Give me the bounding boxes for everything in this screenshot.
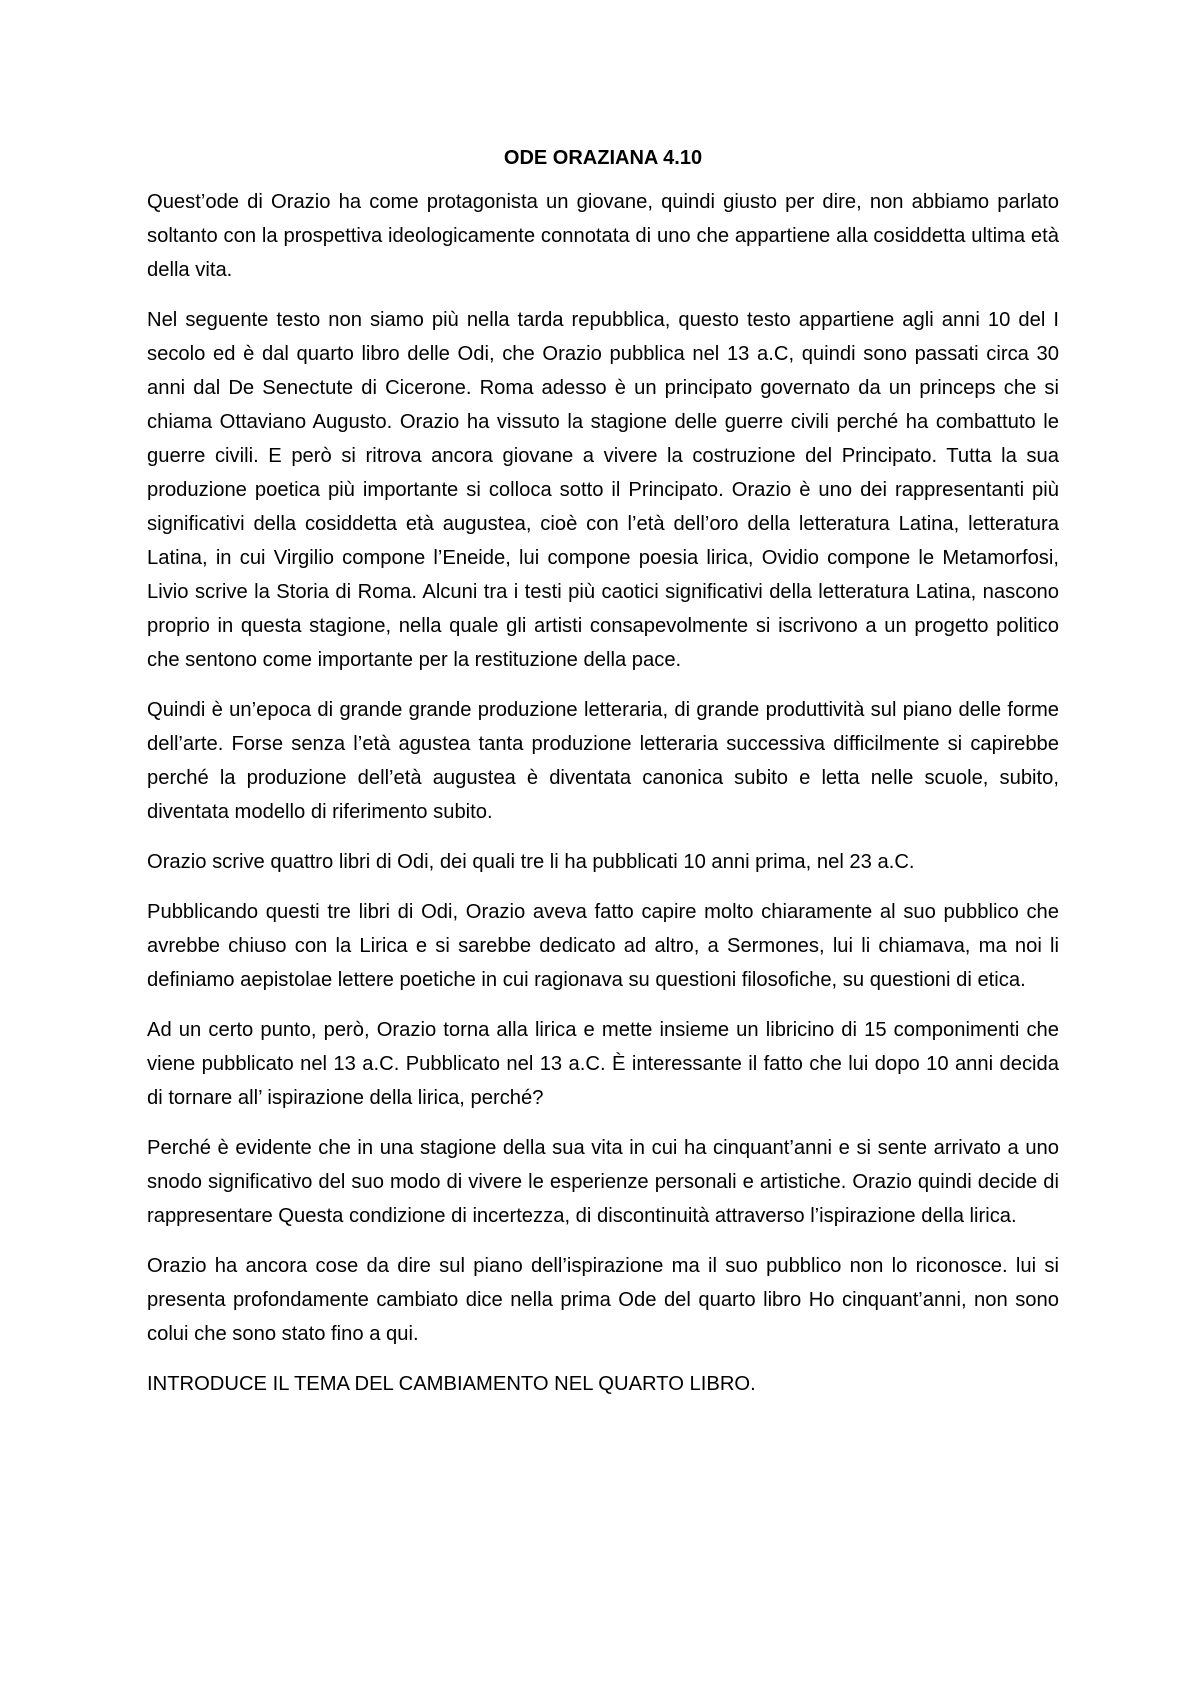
paragraph-8: Orazio ha ancora cose da dire sul piano dell’ispirazione ma il suo pubblico non lo riconosce. lui si presenta profondamente cambiato dice nella prima Ode del quarto libro Ho cinquant’anni, non sono colui che sono stato fino a qui. [147,1255,1059,1345]
paragraph-1: Quest’ode di Orazio ha come protagonista un giovane, quindi giusto per dire, non abbiamo parlato soltanto con la prospettiva ideologicamente connotata di uno che appartiene alla cosiddetta ultima età della vita. [147,191,1059,281]
document-title: ODE ORAZIANA 4.10 [503,147,703,169]
paragraph-4: Orazio scrive quattro libri di Odi, dei quali tre li ha pubblicati 10 anni prima, nel 23 a.C. [147,851,915,873]
paragraph-3: Quindi è un’epoca di grande grande produzione letteraria, di grande produttività sul piano delle forme dell’arte. Forse senza l’età agustea tanta produzione letteraria successiva difficilmente si capirebbe perché la produzione dell’età augustea è diventata canonica subito e letta nelle scuole, subito, diventata modello di riferimento subito. [147,699,1059,823]
document-page [147,145,1059,1417]
paragraph-2: Nel seguente testo non siamo più nella tarda repubblica, questo testo appartiene agli anni 10 del I secolo ed è dal quarto libro delle Odi, che Orazio pubblica nel 13 a.C, quindi sono passati circa 30 anni dal De Senectute di Cicerone. Roma adesso è un principato governato da un princeps che si chiama Ottaviano Augusto. Orazio ha vissuto la stagione delle guerre civili perché ha combattuto le guerre civili. E però si ritrova ancora giovane a vivere la costruzione del Principato. Tutta la sua produzione poetica più importante si colloca sotto il Principato. Orazio è uno dei rappresentanti più significativi della cosiddetta età augustea, cioè con l’età dell’oro della letteratura Latina, letteratura Latina, in cui Virgilio compone l’Eneide, lui compone poesia lirica, Ovidio compone le Metamorfosi, Livio scrive la Storia di Roma. Alcuni tra i testi più caotici significativi della letteratura Latina, nascono proprio in questa stagione, nella quale gli artisti consapevolmente si iscrivono a un progetto politico che sentono come importante per la restituzione della pace. [147,309,1059,671]
paragraph-7: Perché è evidente che in una stagione della sua vita in cui ha cinquant’anni e si sente arrivato a uno snodo significativo del suo modo di vivere le esperienze personali e artistiche. Orazio quindi decide di rappresentare Questa condizione di incertezza, di discontinuità attraverso l’ispirazione della lirica. [147,1137,1059,1227]
paragraph-5: Pubblicando questi tre libri di Odi, Orazio aveva fatto capire molto chiaramente al suo pubblico che avrebbe chiuso con la Lirica e si sarebbe dedicato ad altro, a Sermones, lui li chiamava, ma noi li definiamo aepistolae lettere poetiche in cui ragionava su questioni filosofiche, su questioni di etica. [147,901,1059,991]
paragraph-9: INTRODUCE IL TEMA DEL CAMBIAMENTO NEL QUARTO LIBRO. [147,1373,756,1395]
paragraph-6: Ad un certo punto, però, Orazio torna alla lirica e mette insieme un libricino di 15 componimenti che viene pubblicato nel 13 a.C. Pubblicato nel 13 a.C. È interessante il fatto che lui dopo 10 anni decida di tornare all’ ispirazione della lirica, perché? [147,1019,1059,1109]
